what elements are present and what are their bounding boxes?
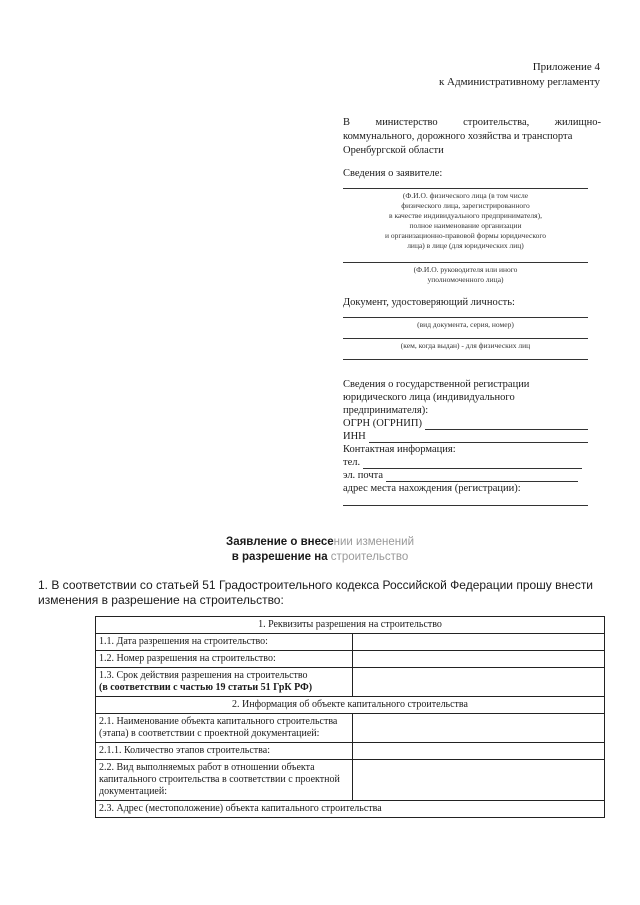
row-label: 1.1. Дата разрешения на строительство:: [96, 634, 353, 651]
caption-line: (Ф.И.О. руководителя или иного: [413, 265, 518, 274]
title-bold: Заявление о внесе: [226, 536, 334, 548]
caption-line: физического лица, зарегистрированного: [401, 201, 530, 210]
caption-individual: [343, 191, 588, 251]
appendix-header: [439, 60, 600, 90]
addressee-line-1: [343, 116, 601, 130]
table-row: [96, 634, 605, 651]
permit-number-cell[interactable]: [353, 651, 605, 668]
email-field[interactable]: [386, 472, 578, 482]
ogrn-row: [343, 417, 588, 430]
id-doc-field[interactable]: [343, 317, 588, 318]
registration-line: Сведения о государственной регистрации: [343, 379, 530, 390]
title-faded: нии изменений: [333, 536, 414, 548]
row-label-line: (в соответствии с частью 19 статьи 51 ГрК РФ): [99, 682, 313, 693]
id-issued-field[interactable]: [343, 338, 588, 339]
email-row: [343, 469, 588, 482]
caption-head: [343, 265, 588, 285]
row-label: 1.2. Номер разрешения на строительство:: [96, 651, 353, 668]
caption-line: в качестве индивидуального предпринимателя),: [389, 211, 542, 220]
addressee-word: жилищно-: [554, 117, 601, 128]
document-title: [0, 535, 640, 565]
object-name-cell[interactable]: [353, 714, 605, 743]
section-1-header: 1. Реквизиты разрешения на строительство: [96, 617, 605, 634]
addressee-line-3: Оренбургской области: [343, 145, 444, 156]
title-bold: в разрешение на: [231, 551, 328, 563]
inn-label: ИНН: [343, 431, 366, 442]
table-row: [96, 760, 605, 801]
title-line-2: [0, 550, 640, 565]
row-label: 2.1. Наименование объекта капитального строительства (этапа) в соответствии с проектной документацией:: [96, 714, 353, 743]
applicant-block: [343, 167, 588, 506]
permit-date-cell[interactable]: [353, 634, 605, 651]
intro-paragraph: 1. В соответствии со статьей 51 Градостроительного кодекса Российской Федерации прошу внести изменения в разрешение на строительство:: [38, 578, 594, 607]
appendix-regulation: к Административному регламенту: [438, 76, 600, 88]
inn-field[interactable]: [369, 433, 588, 443]
title-faded: строительство: [327, 551, 409, 563]
applicant-name-field[interactable]: [343, 188, 588, 189]
work-type-cell[interactable]: [353, 760, 605, 801]
addressee-word: строительства,: [463, 117, 530, 128]
caption-line: (Ф.И.О. физического лица (в том числе: [402, 191, 529, 200]
phone-field[interactable]: [363, 459, 582, 469]
table-row: [96, 801, 605, 818]
object-address-row: 2.3. Адрес (местоположение) объекта капитального строительства: [96, 801, 605, 818]
inn-row: [343, 430, 588, 443]
table-row: [96, 668, 605, 697]
table-row: [96, 651, 605, 668]
table-row: [96, 743, 605, 760]
table-row: [96, 714, 605, 743]
addressee-word: В: [343, 117, 351, 128]
address-field[interactable]: [343, 505, 588, 506]
applicant-heading: Сведения о заявителе:: [343, 168, 443, 179]
address-label: адрес места нахождения (регистрации):: [343, 483, 521, 494]
stages-count-cell[interactable]: [353, 743, 605, 760]
registration-line: юридического лица (индивидуального: [343, 392, 515, 403]
row-label: 2.2. Вид выполняемых работ в отношении объекта капитального строительства в соответствии с проектной документацией:: [96, 760, 353, 801]
row-label: [96, 668, 353, 697]
caption-line: уполномоченного лица): [427, 275, 504, 284]
id-extra-field[interactable]: [343, 359, 588, 360]
table-row: [96, 617, 605, 634]
head-name-field[interactable]: [343, 262, 588, 263]
caption-doc: (вид документа, серия, номер): [417, 320, 514, 329]
contact-label: Контактная информация:: [343, 444, 456, 455]
caption-line: и организационно-правовой формы юридического: [385, 231, 546, 240]
title-line-1: [0, 535, 640, 550]
addressee-block: [343, 116, 601, 158]
caption-line: лица) в лице (для юридических лиц): [407, 241, 524, 250]
row-label-line: 1.3. Срок действия разрешения на строительство: [99, 670, 308, 681]
addressee-line-2: коммунального, дорожного хозяйства и транспорта: [343, 131, 573, 142]
appendix-number: Приложение 4: [532, 61, 600, 73]
caption-issued: (кем, когда выдан) - для физических лиц: [400, 341, 531, 350]
addressee-word: министерство: [375, 117, 438, 128]
email-label: эл. почта: [343, 470, 384, 481]
permit-term-cell[interactable]: [353, 668, 605, 697]
section-2-header: 2. Информация об объекте капитального строительства: [96, 697, 605, 714]
registration-heading: [343, 378, 588, 417]
phone-label: тел.: [343, 457, 361, 468]
id-doc-label: Документ, удостоверяющий личность:: [343, 297, 515, 308]
ogrn-label: ОГРН (ОГРНИП): [343, 418, 422, 429]
row-label: 2.1.1. Количество этапов строительства:: [96, 743, 353, 760]
table-row: [96, 697, 605, 714]
phone-row: [343, 456, 588, 469]
ogrn-field[interactable]: [425, 420, 588, 430]
registration-line: предпринимателя):: [343, 405, 429, 416]
caption-line: полное наименование организации: [409, 221, 522, 230]
permit-table: [95, 616, 605, 818]
